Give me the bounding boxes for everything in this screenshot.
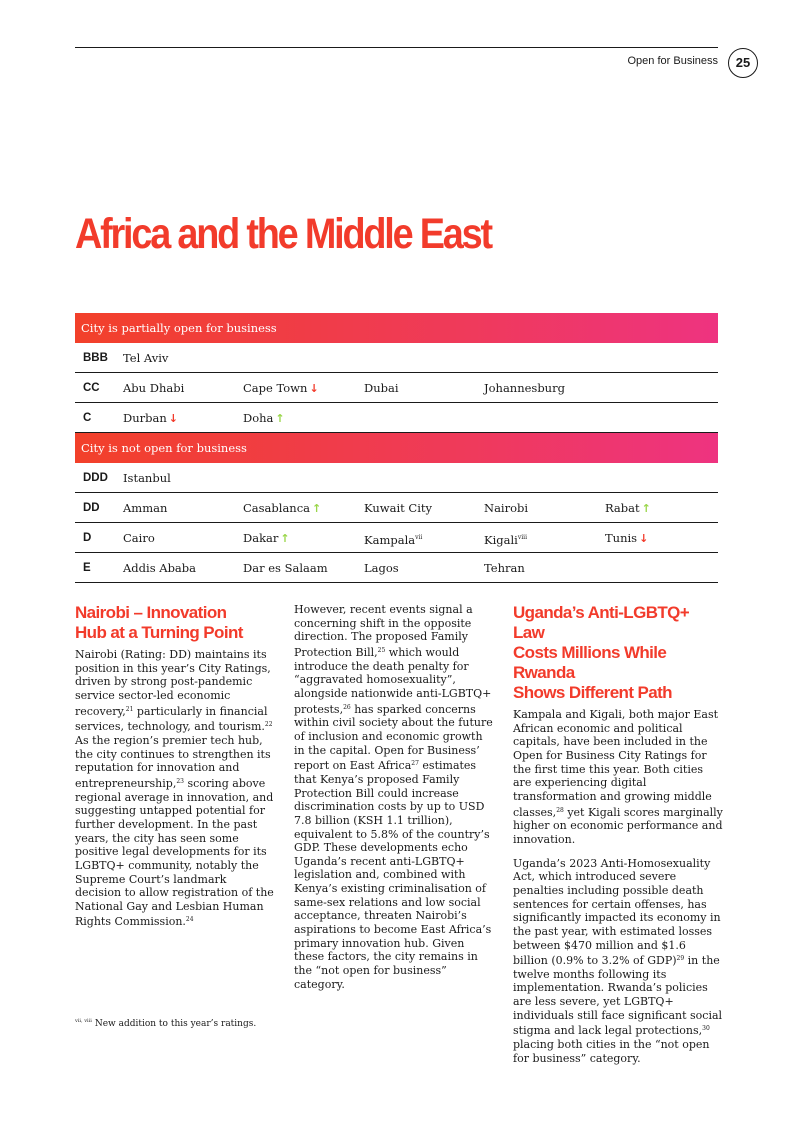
city-name: Nairobi [484,501,529,515]
rating-row [75,343,718,373]
city-cell [605,493,651,524]
heading-line: Uganda’s Anti-LGBTQ+ Law [513,603,690,642]
rating-grade: CC [83,382,100,394]
city-name: Kigali [484,533,518,547]
city-name: Cairo [123,531,155,545]
city-cell [123,463,171,493]
arrow-down-icon: ↓ [168,412,178,425]
city-cell [243,553,328,583]
heading-line: Costs Millions While Rwanda [513,643,667,682]
city-cell [605,523,648,554]
rating-grade: C [83,412,92,424]
city-name: Tel Aviv [123,351,169,365]
city-cell [243,373,319,404]
city-cell [123,403,178,434]
arrow-up-icon: ↑ [275,412,285,425]
city-name: Casablanca [243,501,311,515]
footnote-text: New addition to this year’s ratings. [94,1019,257,1029]
city-cell [484,523,527,555]
rating-grade: DD [83,502,100,514]
arrow-down-icon: ↓ [309,382,319,395]
arrow-up-icon: ↑ [280,532,290,545]
city-cell [243,403,285,434]
city-cell [123,343,168,373]
city-cell [364,493,432,523]
article-uganda-rwanda [513,603,723,1075]
city-cell [364,523,422,555]
city-cell [123,493,167,523]
article-heading [75,603,275,643]
heading-line: Hub at a Turning Point [75,623,243,642]
city-footnote-marker: vii [415,534,423,541]
partially-open-rows [75,343,718,433]
rating-row [75,523,718,553]
article-heading [513,603,723,703]
city-cell [123,523,155,553]
article-paragraph: Uganda’s 2023 Anti-Homosexuality Act, which introduced severe penalties including possible death sentences for certain offenses, has significantly impacted its economy in the past year, with estimated losses between $470 million and $1.6 billion (0.9% to 3.2% of GDP)$^{29}$ in the twelve months following its implementation. Rwanda’s policies are less severe, yet LGBTQ+ individuals still face significant social stigma and lack legal protections,$^{30}$ placing both cities in the “not open for business” category. [513,856,723,1065]
city-name: Dubai [364,381,399,395]
heading-line: Shows Different Path [513,683,672,702]
page-number: 25 [728,48,758,78]
city-name: Cape Town [243,381,308,395]
rating-row [75,373,718,403]
city-ratings-table [75,313,718,583]
header-rule [75,47,718,48]
rating-row [75,463,718,493]
city-footnote-marker: viii [517,534,527,541]
city-name: Durban [123,411,167,425]
city-name: Rabat [605,501,640,515]
city-cell [123,553,196,583]
city-name: Istanbul [123,471,171,485]
article-paragraph: Nairobi (Rating: DD) maintains its position in this year’s City Ratings, driven by strong post-pandemic service sector-led economic recovery,$^{21}$ particularly in financial services, technology, and tourism.$^{22}$ As the region’s premier tech hub, the city continues to strengthen its reputation for innovation and entrepreneurship,$^{23}$ scoring above regional average in innovation, and suggesting untapped potential for further development. In the past years, the city has seen some positive legal developments for its LGBTQ+ community, notably the Supreme Court’s landmark decision to allow registration of the National Gay and Lesbian Human Rights Commission.$^{24}$ [75,648,274,929]
footnote [75,1018,256,1029]
article-paragraph: Kampala and Kigali, both major East African economic and political capitals, have been included in the Open for Business City Ratings for the first time this year. Both cities are experiencing digital transformation and growing middle classes,$^{28}$ yet Kigali scores marginally higher on economic performance and innovation. [513,708,723,846]
city-name: Johannesburg [484,381,565,395]
city-cell [243,493,321,524]
page-title: Africa and the Middle East [75,210,491,258]
city-cell [484,493,528,523]
rating-row [75,553,718,583]
article-paragraph: However, recent events signal a concerning shift in the opposite direction. The proposed Family Protection Bill,$^{25}$ which would introduce the death penalty for “aggravated homosexuality”, alongside nationwide anti-LGBTQ+ protests,$^{26}$ has sparked concerns within civil society about the future of inclusion and economic growth in the capital. Open for Business’ report on East Africa$^{27}$ estimates that Kenya’s proposed Family Protection Bill could increase discrimination costs by up to USD 7.8 billion (KSH 1.1 trillion), equivalent to 5.8% of the country’s GDP. These developments echo Uganda’s recent anti-LGBTQ+ legislation and, combined with Kenya’s existing criminalisation of same-sex relations and low social acceptance, threaten Nairobi’s aspirations to become East Africa’s primary innovation hub. Given these factors, the city remains in the “not open for business” category. [294,603,493,991]
city-name: Tunis [605,531,638,545]
city-cell [123,373,184,403]
footnote-markers: vii, viii [75,1018,92,1024]
city-name: Lagos [364,561,399,575]
city-name: Kuwait City [364,501,432,515]
arrow-down-icon: ↓ [639,532,649,545]
city-name: Tehran [484,561,525,575]
rating-grade: D [83,532,92,544]
city-name: Kampala [364,533,416,547]
city-name: Addis Ababa [123,561,197,575]
city-name: Doha [243,411,274,425]
rating-grade: DDD [83,472,108,484]
section-header-not-open: City is not open for business [75,433,718,463]
city-name: Dar es Salaam [243,561,328,575]
article-nairobi [75,603,275,939]
city-cell [364,373,399,403]
rating-row [75,403,718,433]
article-nairobi-continued [294,603,496,1001]
rating-grade: BBB [83,352,108,364]
heading-line: Nairobi – Innovation [75,603,227,622]
arrow-up-icon: ↑ [312,502,322,515]
rating-row [75,493,718,523]
city-cell [364,553,399,583]
not-open-rows [75,463,718,583]
running-header: Open for Business [627,55,718,67]
city-name: Amman [123,501,168,515]
city-name: Dakar [243,531,279,545]
city-cell [484,553,525,583]
city-cell [484,373,565,403]
city-cell [243,523,290,554]
city-name: Abu Dhabi [123,381,185,395]
arrow-up-icon: ↑ [641,502,651,515]
section-header-partially-open: City is partially open for business [75,313,718,343]
rating-grade: E [83,562,91,574]
